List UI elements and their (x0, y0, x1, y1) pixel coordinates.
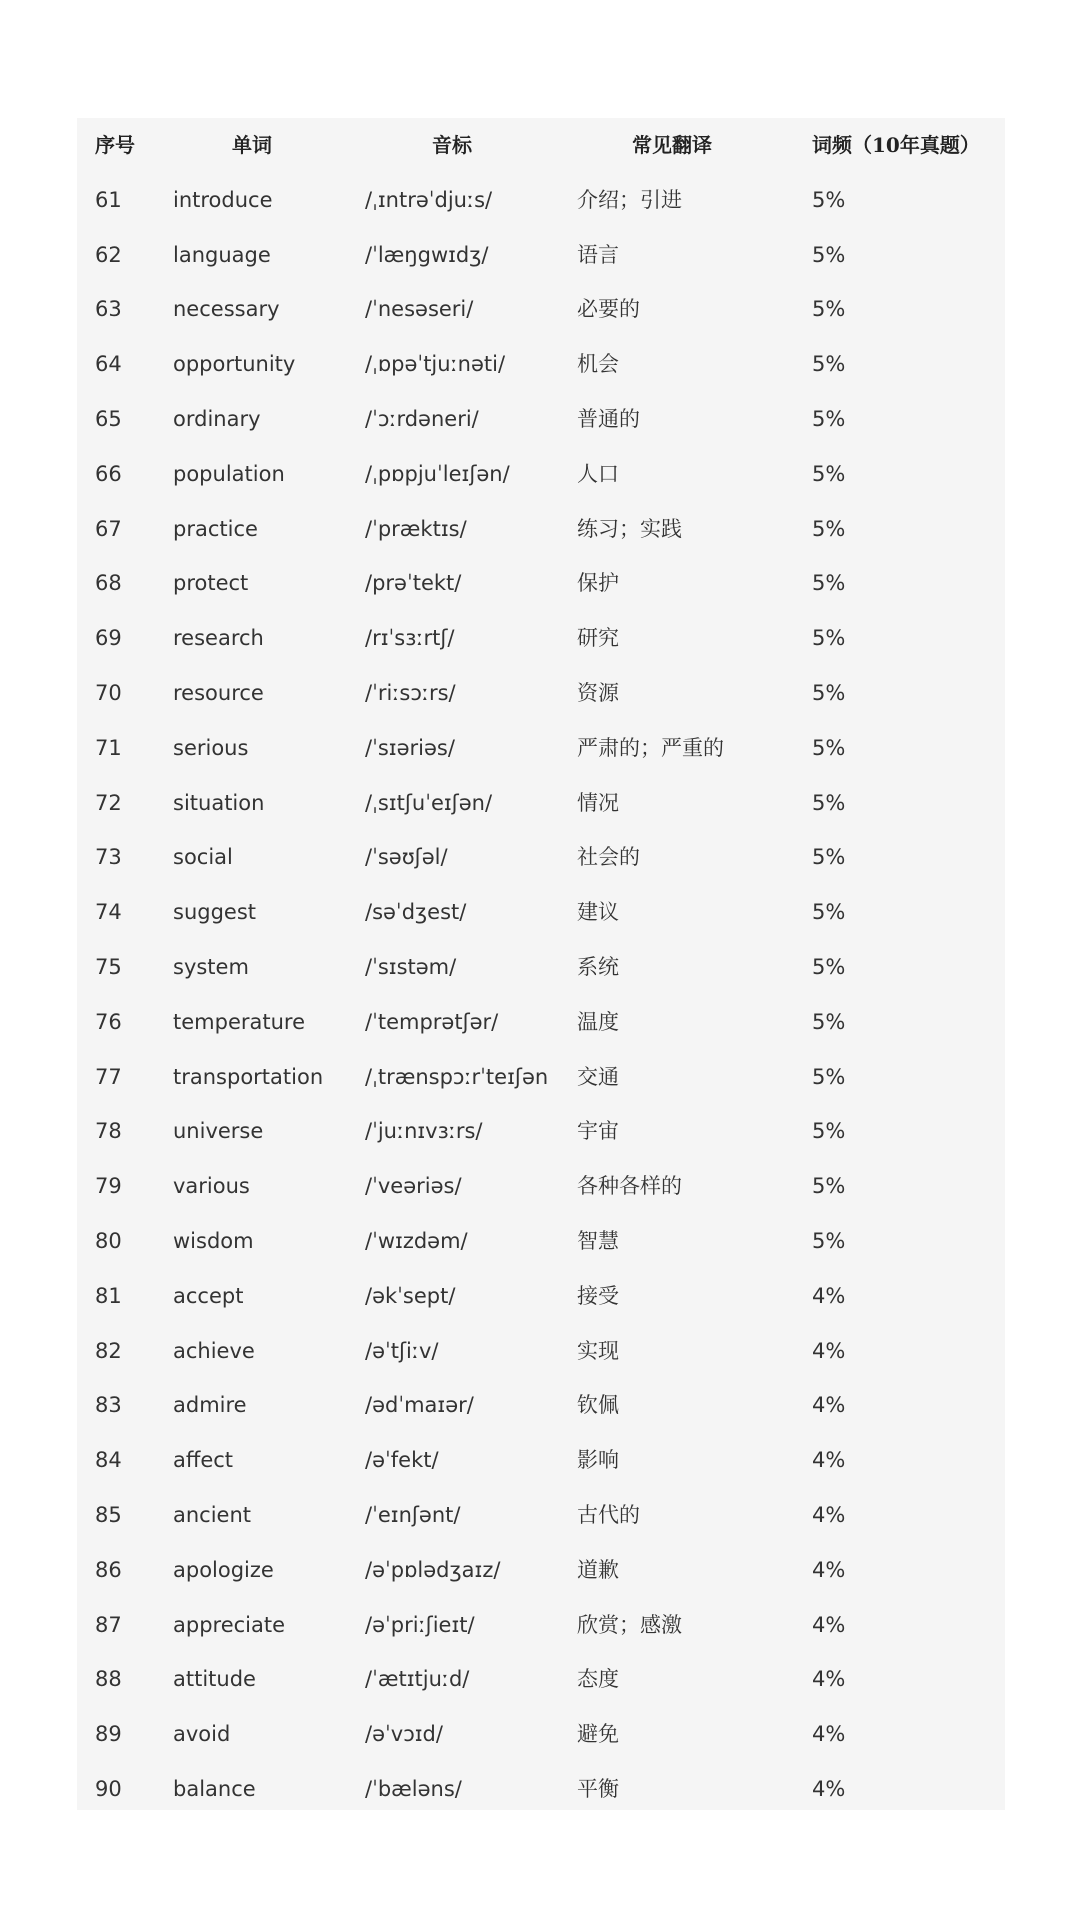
cell-word: opportunity (173, 352, 296, 377)
table-row (77, 282, 1005, 337)
cell-word: population (173, 461, 285, 486)
cell-num: 80 (95, 1229, 122, 1253)
cell-frequency: 4% (812, 1557, 846, 1582)
cell-word: social (173, 845, 233, 870)
cell-ipa: /ˈsəʊʃəl/ (365, 845, 448, 870)
cell-word: accept (173, 1283, 244, 1308)
vocabulary-table (77, 118, 1005, 1810)
cell-num: 64 (95, 352, 122, 377)
table-row (77, 1488, 1005, 1543)
cell-ipa: /ˈbæləns/ (365, 1777, 462, 1801)
cell-ipa: /əkˈsept/ (365, 1283, 456, 1308)
cell-num: 73 (95, 845, 122, 870)
cell-translation: 社会的 (577, 845, 640, 870)
cell-ipa: /əˈvɔɪd/ (365, 1722, 443, 1747)
table-row (77, 556, 1005, 611)
cell-frequency: 5% (812, 461, 846, 486)
cell-word: transportation (173, 1064, 324, 1089)
cell-word: suggest (173, 900, 257, 925)
cell-word: serious (173, 735, 249, 760)
cell-num: 82 (95, 1338, 122, 1363)
cell-word: practice (173, 516, 258, 541)
cell-num: 74 (95, 900, 122, 925)
table-row (77, 1652, 1005, 1707)
cell-ipa: /ˈjuːnɪvɜːrs/ (365, 1119, 483, 1144)
cell-num: 63 (95, 297, 122, 322)
cell-num: 67 (95, 516, 122, 541)
cell-num: 86 (95, 1557, 122, 1582)
cell-word: avoid (173, 1722, 231, 1747)
cell-frequency: 5% (812, 1119, 846, 1144)
cell-ipa: /ˈeɪnʃənt/ (365, 1503, 461, 1527)
cell-translation: 练习；实践 (577, 516, 682, 541)
cell-ipa: /ˈsɪəriəs/ (365, 735, 455, 760)
cell-frequency: 5% (812, 407, 846, 431)
cell-translation: 实现 (577, 1338, 619, 1363)
cell-translation: 钦佩 (577, 1393, 619, 1418)
cell-num: 87 (95, 1612, 122, 1637)
cell-translation: 普通的 (577, 407, 640, 431)
cell-frequency: 5% (812, 900, 846, 925)
table-row (77, 666, 1005, 721)
cell-translation: 交通 (577, 1064, 619, 1089)
cell-word: ancient (173, 1503, 252, 1527)
cell-word: achieve (173, 1338, 255, 1363)
table-row (77, 502, 1005, 557)
cell-num: 78 (95, 1119, 122, 1144)
cell-frequency: 5% (812, 1174, 846, 1199)
table-row (77, 1159, 1005, 1214)
cell-frequency: 5% (812, 1064, 846, 1089)
cell-num: 62 (95, 242, 122, 267)
table-row (77, 940, 1005, 995)
table-row (77, 721, 1005, 776)
cell-word: apologize (173, 1557, 274, 1582)
cell-num: 70 (95, 681, 122, 705)
cell-translation: 语言 (577, 242, 619, 267)
cell-frequency: 4% (812, 1667, 846, 1692)
cell-translation: 欣赏；感激 (577, 1612, 682, 1637)
cell-ipa: /əˈpriːʃieɪt/ (365, 1612, 475, 1637)
cell-word: attitude (173, 1667, 256, 1692)
cell-translation: 避免 (577, 1722, 619, 1747)
cell-ipa: /rɪˈsɜːrtʃ/ (365, 626, 455, 651)
cell-word: situation (173, 790, 265, 815)
cell-frequency: 5% (812, 790, 846, 815)
cell-ipa: /əˈtʃiːv/ (365, 1338, 439, 1363)
table-row (77, 776, 1005, 831)
cell-ipa: /ˈnesəseri/ (365, 297, 474, 322)
cell-word: system (173, 955, 249, 979)
cell-translation: 介绍；引进 (577, 187, 682, 212)
cell-translation: 人口 (577, 461, 619, 486)
cell-num: 83 (95, 1393, 122, 1418)
cell-frequency: 5% (812, 571, 846, 596)
cell-word: affect (173, 1448, 234, 1473)
cell-ipa: /ˌtrænspɔːrˈteɪʃən (365, 1064, 549, 1089)
cell-ipa: /prəˈtekt/ (365, 571, 462, 596)
cell-frequency: 4% (812, 1448, 846, 1473)
cell-num: 71 (95, 735, 122, 760)
cell-num: 76 (95, 1009, 122, 1034)
table-row (77, 1324, 1005, 1379)
table-row (77, 1762, 1005, 1817)
table-row (77, 447, 1005, 502)
table-row (77, 830, 1005, 885)
cell-ipa: /ˈɔːrdəneri/ (365, 407, 479, 431)
table-row (77, 1214, 1005, 1269)
cell-word: various (173, 1174, 250, 1199)
table-row (77, 1269, 1005, 1324)
cell-translation: 智慧 (577, 1229, 619, 1253)
table-row (77, 611, 1005, 666)
header-word: 单词 (232, 133, 272, 157)
cell-frequency: 5% (812, 297, 846, 322)
cell-translation: 系统 (577, 955, 619, 979)
table-row (77, 173, 1005, 228)
cell-ipa: /ˈveəriəs/ (365, 1174, 462, 1199)
cell-ipa: /ədˈmaɪər/ (365, 1393, 474, 1418)
table-row (77, 1104, 1005, 1159)
cell-num: 77 (95, 1064, 122, 1089)
cell-frequency: 5% (812, 735, 846, 760)
cell-num: 81 (95, 1283, 122, 1308)
cell-num: 88 (95, 1667, 122, 1692)
cell-ipa: /səˈdʒest/ (365, 900, 467, 925)
cell-word: introduce (173, 187, 273, 212)
cell-translation: 机会 (577, 352, 619, 377)
cell-num: 72 (95, 790, 122, 815)
cell-translation: 必要的 (577, 297, 640, 322)
cell-translation: 保护 (577, 571, 619, 596)
cell-frequency: 4% (812, 1503, 846, 1527)
table-row (77, 228, 1005, 283)
cell-ipa: /ˈriːsɔːrs/ (365, 681, 456, 705)
table-row (77, 1378, 1005, 1433)
cell-ipa: /ˈlæŋgwɪdʒ/ (365, 242, 489, 267)
cell-translation: 态度 (577, 1667, 619, 1692)
cell-translation: 道歉 (577, 1557, 619, 1582)
cell-ipa: /ˌɒpəˈtjuːnəti/ (365, 352, 506, 377)
cell-num: 89 (95, 1722, 122, 1747)
cell-frequency: 5% (812, 352, 846, 377)
cell-num: 84 (95, 1448, 122, 1473)
cell-frequency: 5% (812, 1009, 846, 1034)
cell-frequency: 5% (812, 955, 846, 979)
cell-ipa: /ˈpræktɪs/ (365, 516, 467, 541)
cell-word: protect (173, 571, 249, 596)
cell-word: admire (173, 1393, 247, 1418)
cell-num: 68 (95, 571, 122, 596)
cell-word: ordinary (173, 407, 261, 431)
cell-num: 66 (95, 461, 122, 486)
table-header-row (77, 118, 1005, 173)
cell-frequency: 5% (812, 516, 846, 541)
table-row (77, 885, 1005, 940)
cell-frequency: 5% (812, 1229, 846, 1253)
cell-word: balance (173, 1777, 256, 1801)
cell-frequency: 4% (812, 1338, 846, 1363)
cell-ipa: /ˈætɪtjuːd/ (365, 1667, 470, 1692)
cell-frequency: 5% (812, 187, 846, 212)
cell-word: language (173, 242, 271, 267)
cell-num: 75 (95, 955, 122, 979)
table-row (77, 1050, 1005, 1105)
cell-ipa: /ˈtemprətʃər/ (365, 1009, 499, 1034)
cell-frequency: 4% (812, 1283, 846, 1308)
cell-word: temperature (173, 1009, 305, 1034)
cell-translation: 接受 (577, 1283, 619, 1308)
cell-frequency: 5% (812, 845, 846, 870)
cell-frequency: 5% (812, 626, 846, 651)
cell-num: 61 (95, 187, 122, 212)
cell-translation: 情况 (577, 790, 619, 815)
cell-num: 69 (95, 626, 122, 651)
cell-frequency: 5% (812, 681, 846, 705)
table-row (77, 337, 1005, 392)
cell-num: 85 (95, 1503, 122, 1527)
cell-translation: 资源 (577, 681, 619, 705)
cell-translation: 平衡 (577, 1777, 619, 1801)
header-ipa: 音标 (432, 133, 472, 157)
cell-translation: 研究 (577, 626, 619, 651)
table-row (77, 995, 1005, 1050)
header-frequency: 词频（10年真题） (812, 133, 980, 157)
cell-ipa: /ˈwɪzdəm/ (365, 1229, 468, 1253)
table-row (77, 392, 1005, 447)
table-row (77, 1598, 1005, 1653)
cell-ipa: /ˌpɒpjuˈleɪʃən/ (365, 461, 510, 486)
cell-translation: 严肃的；严重的 (577, 735, 724, 760)
cell-ipa: /ˌɪntrəˈdjuːs/ (365, 187, 493, 212)
cell-num: 65 (95, 407, 122, 431)
cell-word: research (173, 626, 264, 651)
cell-word: universe (173, 1119, 264, 1144)
cell-ipa: /əˈfekt/ (365, 1448, 439, 1473)
cell-translation: 影响 (577, 1448, 619, 1473)
cell-frequency: 4% (812, 1612, 846, 1637)
cell-word: appreciate (173, 1612, 286, 1637)
cell-frequency: 4% (812, 1777, 846, 1801)
cell-word: resource (173, 681, 264, 705)
header-translation: 常见翻译 (632, 133, 712, 157)
cell-frequency: 4% (812, 1722, 846, 1747)
cell-frequency: 5% (812, 242, 846, 267)
cell-ipa: /ˌsɪtʃuˈeɪʃən/ (365, 790, 493, 815)
cell-word: necessary (173, 297, 280, 322)
header-num: 序号 (95, 133, 135, 157)
cell-num: 79 (95, 1174, 122, 1199)
cell-ipa: /əˈpɒlədʒaɪz/ (365, 1557, 501, 1582)
cell-translation: 温度 (577, 1009, 619, 1034)
table-row (77, 1433, 1005, 1488)
cell-ipa: /ˈsɪstəm/ (365, 955, 457, 979)
table-row (77, 1543, 1005, 1598)
cell-num: 90 (95, 1777, 122, 1801)
cell-word: wisdom (173, 1229, 254, 1253)
table-row (77, 1707, 1005, 1762)
cell-translation: 建议 (577, 900, 619, 925)
cell-translation: 宇宙 (577, 1119, 619, 1144)
cell-translation: 各种各样的 (577, 1174, 682, 1199)
cell-frequency: 4% (812, 1393, 846, 1418)
cell-translation: 古代的 (577, 1503, 640, 1527)
